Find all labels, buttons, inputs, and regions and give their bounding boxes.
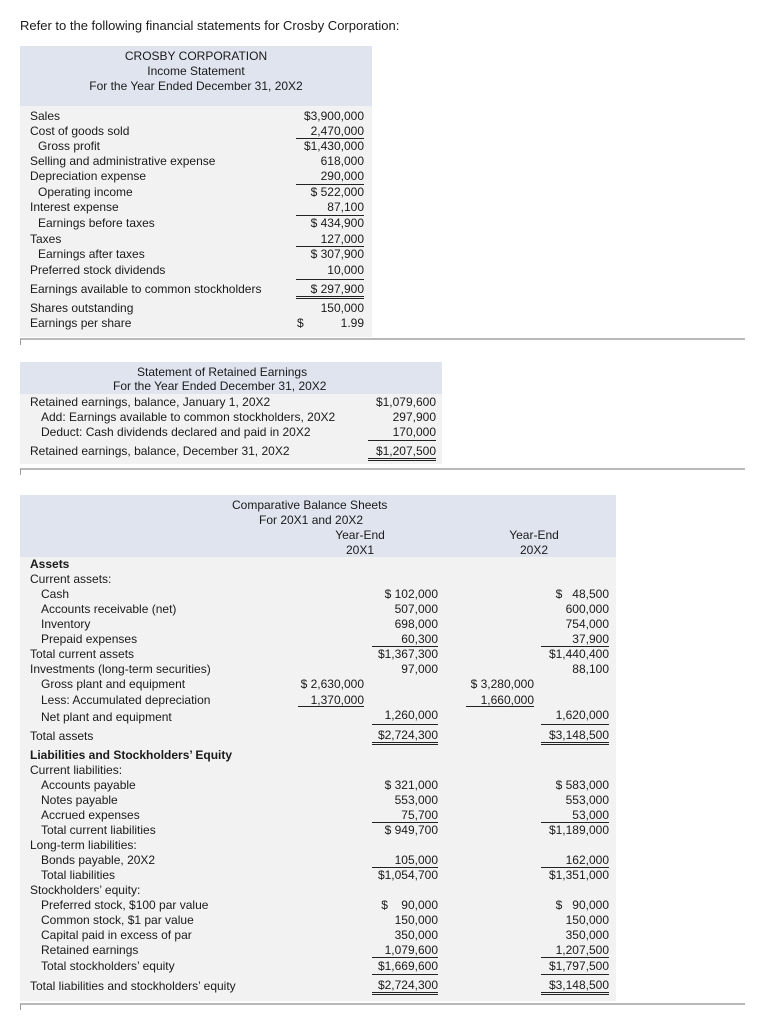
balance-20x2-value: 553,000 [565, 793, 609, 807]
balance-20x1-gross-value: $ 2,630,000 [300, 677, 364, 691]
retained-row-value: 170,000 [392, 425, 436, 439]
retained-row-value: $1,207,500 [375, 444, 436, 458]
balance-20x1-value: $1,669,600 [377, 959, 438, 973]
income-row-label: Interest expense [30, 200, 119, 214]
balance-20x2-value: $1,351,000 [548, 868, 609, 882]
income-underline [296, 279, 364, 280]
balance-20x1-value: 105,000 [394, 853, 438, 867]
income-row-value: 87,100 [327, 200, 364, 214]
balance-title: Comparative Balance Sheets [232, 498, 388, 512]
balance-20x2-value: $3,148,500 [548, 978, 609, 992]
income-title-period: For the Year Ended December 31, 20X2 [89, 79, 303, 93]
balance-row-label: Preferred stock, $100 par value [41, 898, 209, 912]
balance-20x2-gross-value: 1,660,000 [480, 693, 534, 707]
balance-20x2-value: $ 583,000 [555, 778, 609, 792]
balance-underline [541, 974, 609, 975]
income-row-value: $ 297,900 [310, 282, 364, 296]
balance-row-label: Accounts payable [41, 778, 136, 792]
balance-double-underline [372, 992, 438, 995]
balance-20x2-value: $3,148,500 [548, 728, 609, 742]
balance-20x1-value: $ 90,000 [381, 898, 438, 912]
income-row-label: Selling and administrative expense [30, 154, 216, 168]
income-row-value: 10,000 [327, 263, 364, 277]
balance-row-label: Prepaid expenses [41, 632, 138, 646]
balance-20x1-value: 507,000 [394, 602, 438, 616]
balance-row-label: Cash [41, 587, 70, 601]
balance-row-label: Assets [30, 557, 70, 571]
balance-20x2-value: 754,000 [565, 617, 609, 631]
balance-row-label: Total assets [30, 729, 94, 743]
income-row-label: Earnings after taxes [38, 247, 145, 261]
balance-underline [541, 957, 609, 958]
balance-20x2-value: 37,900 [572, 632, 609, 646]
balance-row-label: Total liabilities [41, 868, 116, 882]
balance-20x2-value: 150,000 [565, 913, 609, 927]
retained-row-value: 297,900 [392, 410, 436, 424]
balance-20x2-value: $ 90,000 [555, 898, 609, 912]
balance-20x2-value: 162,000 [565, 853, 609, 867]
retained-row-value: $1,079,600 [375, 395, 436, 409]
balance-period: For 20X1 and 20X2 [259, 513, 364, 527]
balance-row-label: Notes payable [41, 793, 118, 807]
income-row-value: $ 307,900 [310, 247, 364, 261]
income-eps-prefix: $ [297, 316, 304, 330]
balance-row-label: Gross plant and equipment [41, 677, 186, 691]
retained-row-label: Retained earnings, balance, January 1, 20X2 [30, 395, 271, 409]
income-row-label: Shares outstanding [30, 301, 134, 315]
balance-row-label: Total current assets [30, 647, 135, 661]
col-20x2-header-line1: Year-End [509, 528, 559, 542]
income-row-value: 290,000 [320, 169, 364, 183]
retained-row-label: Retained earnings, balance, December 31, 20X2 [30, 444, 290, 458]
balance-row-label: Accounts receivable (net) [41, 602, 177, 616]
balance-row-label: Investments (long-term securities) [30, 662, 211, 676]
balance-20x1-value: 1,260,000 [384, 708, 438, 722]
income-double-underline [296, 296, 364, 299]
balance-20x1-value: 97,000 [401, 662, 438, 676]
balance-underline [466, 706, 534, 707]
balance-row-label: Long-term liabilities: [30, 838, 137, 852]
income-row-value: $ 522,000 [310, 185, 364, 199]
income-row-value: 127,000 [320, 232, 364, 246]
balance-20x1-value: $1,054,700 [377, 868, 438, 882]
income-row-label: Operating income [38, 185, 133, 199]
balance-20x1-value: 350,000 [394, 928, 438, 942]
col-20x1-header-line1: Year-End [335, 528, 385, 542]
section-separator-mark [20, 339, 21, 345]
balance-row-label: Current assets: [30, 572, 112, 586]
balance-20x1-value: 698,000 [394, 617, 438, 631]
balance-row-label: Total stockholders’ equity [41, 959, 175, 973]
income-row-value: 150,000 [320, 301, 364, 315]
balance-double-underline [372, 742, 438, 745]
balance-underline [372, 957, 438, 958]
balance-double-underline [541, 742, 609, 745]
balance-20x1-value: $ 102,000 [384, 587, 438, 601]
section-separator [20, 1003, 745, 1005]
balance-20x1-value: $2,724,300 [377, 728, 438, 742]
balance-row-label: Total liabilities and stockholders’ equity [30, 979, 236, 993]
income-row-label: Earnings before taxes [38, 216, 155, 230]
income-row-value: $3,900,000 [303, 109, 364, 123]
balance-20x1-value: 1,079,600 [384, 943, 438, 957]
balance-row-label: Common stock, $1 par value [41, 913, 194, 927]
balance-row-label: Net plant and equipment [41, 710, 172, 724]
balance-20x2-value: $1,189,000 [548, 823, 609, 837]
retained-title: Statement of Retained Earnings [137, 365, 308, 379]
income-row-value: $1,430,000 [303, 139, 364, 153]
balance-20x2-value: 53,000 [572, 808, 609, 822]
col-20x1-header-line2: 20X1 [345, 543, 375, 557]
balance-20x1-value: $2,724,300 [377, 978, 438, 992]
balance-row-label: Current liabilities: [30, 763, 123, 777]
balance-20x1-value: $ 321,000 [384, 778, 438, 792]
intro-text: Refer to the following financial statements for Crosby Corporation: [20, 18, 400, 33]
balance-20x1-value: 75,700 [401, 808, 438, 822]
balance-20x2-value: 1,207,500 [555, 943, 609, 957]
section-separator-mark [20, 1004, 21, 1010]
balance-row-label: Total current liabilities [41, 823, 156, 837]
balance-20x2-value: $ 48,500 [555, 587, 609, 601]
retained-period: For the Year Ended December 31, 20X2 [113, 379, 327, 393]
balance-20x2-value: 350,000 [565, 928, 609, 942]
balance-20x1-value: $ 949,700 [384, 823, 438, 837]
income-row-label: Taxes [30, 232, 62, 246]
col-20x2-header-line2: 20X2 [519, 543, 549, 557]
income-title-company: CROSBY CORPORATION [124, 49, 268, 63]
balance-row-label: Capital paid in excess of par [41, 928, 192, 942]
balance-20x2-value: $1,797,500 [548, 959, 609, 973]
balance-20x1-value: 150,000 [394, 913, 438, 927]
balance-20x2-value: 1,620,000 [555, 708, 609, 722]
income-row-label: Depreciation expense [30, 169, 147, 183]
income-row-label: Earnings per share [30, 316, 132, 330]
retained-underline [368, 440, 436, 441]
balance-row-label: Accrued expenses [41, 808, 140, 822]
balance-20x2-gross-value: $ 3,280,000 [470, 677, 534, 691]
balance-row-label: Inventory [41, 617, 91, 631]
retained-row-label: Deduct: Cash dividends declared and paid in 20X2 [41, 425, 311, 439]
balance-underline [298, 706, 364, 707]
balance-underline [372, 724, 438, 725]
income-row-label: Sales [30, 109, 61, 123]
balance-20x2-value: 88,100 [572, 662, 609, 676]
income-row-label: Earnings available to common stockholders [30, 282, 262, 296]
balance-20x1-value: 553,000 [394, 793, 438, 807]
balance-row-label: Bonds payable, 20X2 [41, 853, 156, 867]
balance-20x1-value: $1,367,300 [377, 647, 438, 661]
income-row-value: 1.99 [340, 316, 364, 330]
income-row-value: 2,470,000 [310, 124, 364, 138]
income-row-label: Cost of goods sold [30, 124, 130, 138]
balance-row-label: Less: Accumulated depreciation [41, 693, 211, 707]
section-separator-mark [20, 469, 21, 475]
balance-20x2-value: 600,000 [565, 602, 609, 616]
balance-20x1-value: 60,300 [401, 632, 438, 646]
balance-underline [372, 974, 438, 975]
income-row-label: Preferred stock dividends [30, 263, 166, 277]
income-row-label: Gross profit [38, 139, 101, 153]
income-row-value: 618,000 [320, 154, 364, 168]
section-separator [20, 338, 745, 340]
balance-20x1-gross-value: 1,370,000 [310, 693, 364, 707]
balance-underline [541, 724, 609, 725]
balance-row-label: Stockholders’ equity: [30, 883, 141, 897]
balance-row-label: Retained earnings [41, 943, 139, 957]
income-row-value: $ 434,900 [310, 216, 364, 230]
section-separator [20, 468, 745, 470]
balance-row-label: Liabilities and Stockholders’ Equity [30, 748, 233, 762]
income-title-statement: Income Statement [147, 64, 245, 78]
balance-20x2-value: $1,440,400 [548, 647, 609, 661]
retained-double-underline [368, 458, 436, 461]
retained-row-label: Add: Earnings available to common stockholders, 20X2 [41, 410, 336, 424]
balance-double-underline [541, 992, 609, 995]
